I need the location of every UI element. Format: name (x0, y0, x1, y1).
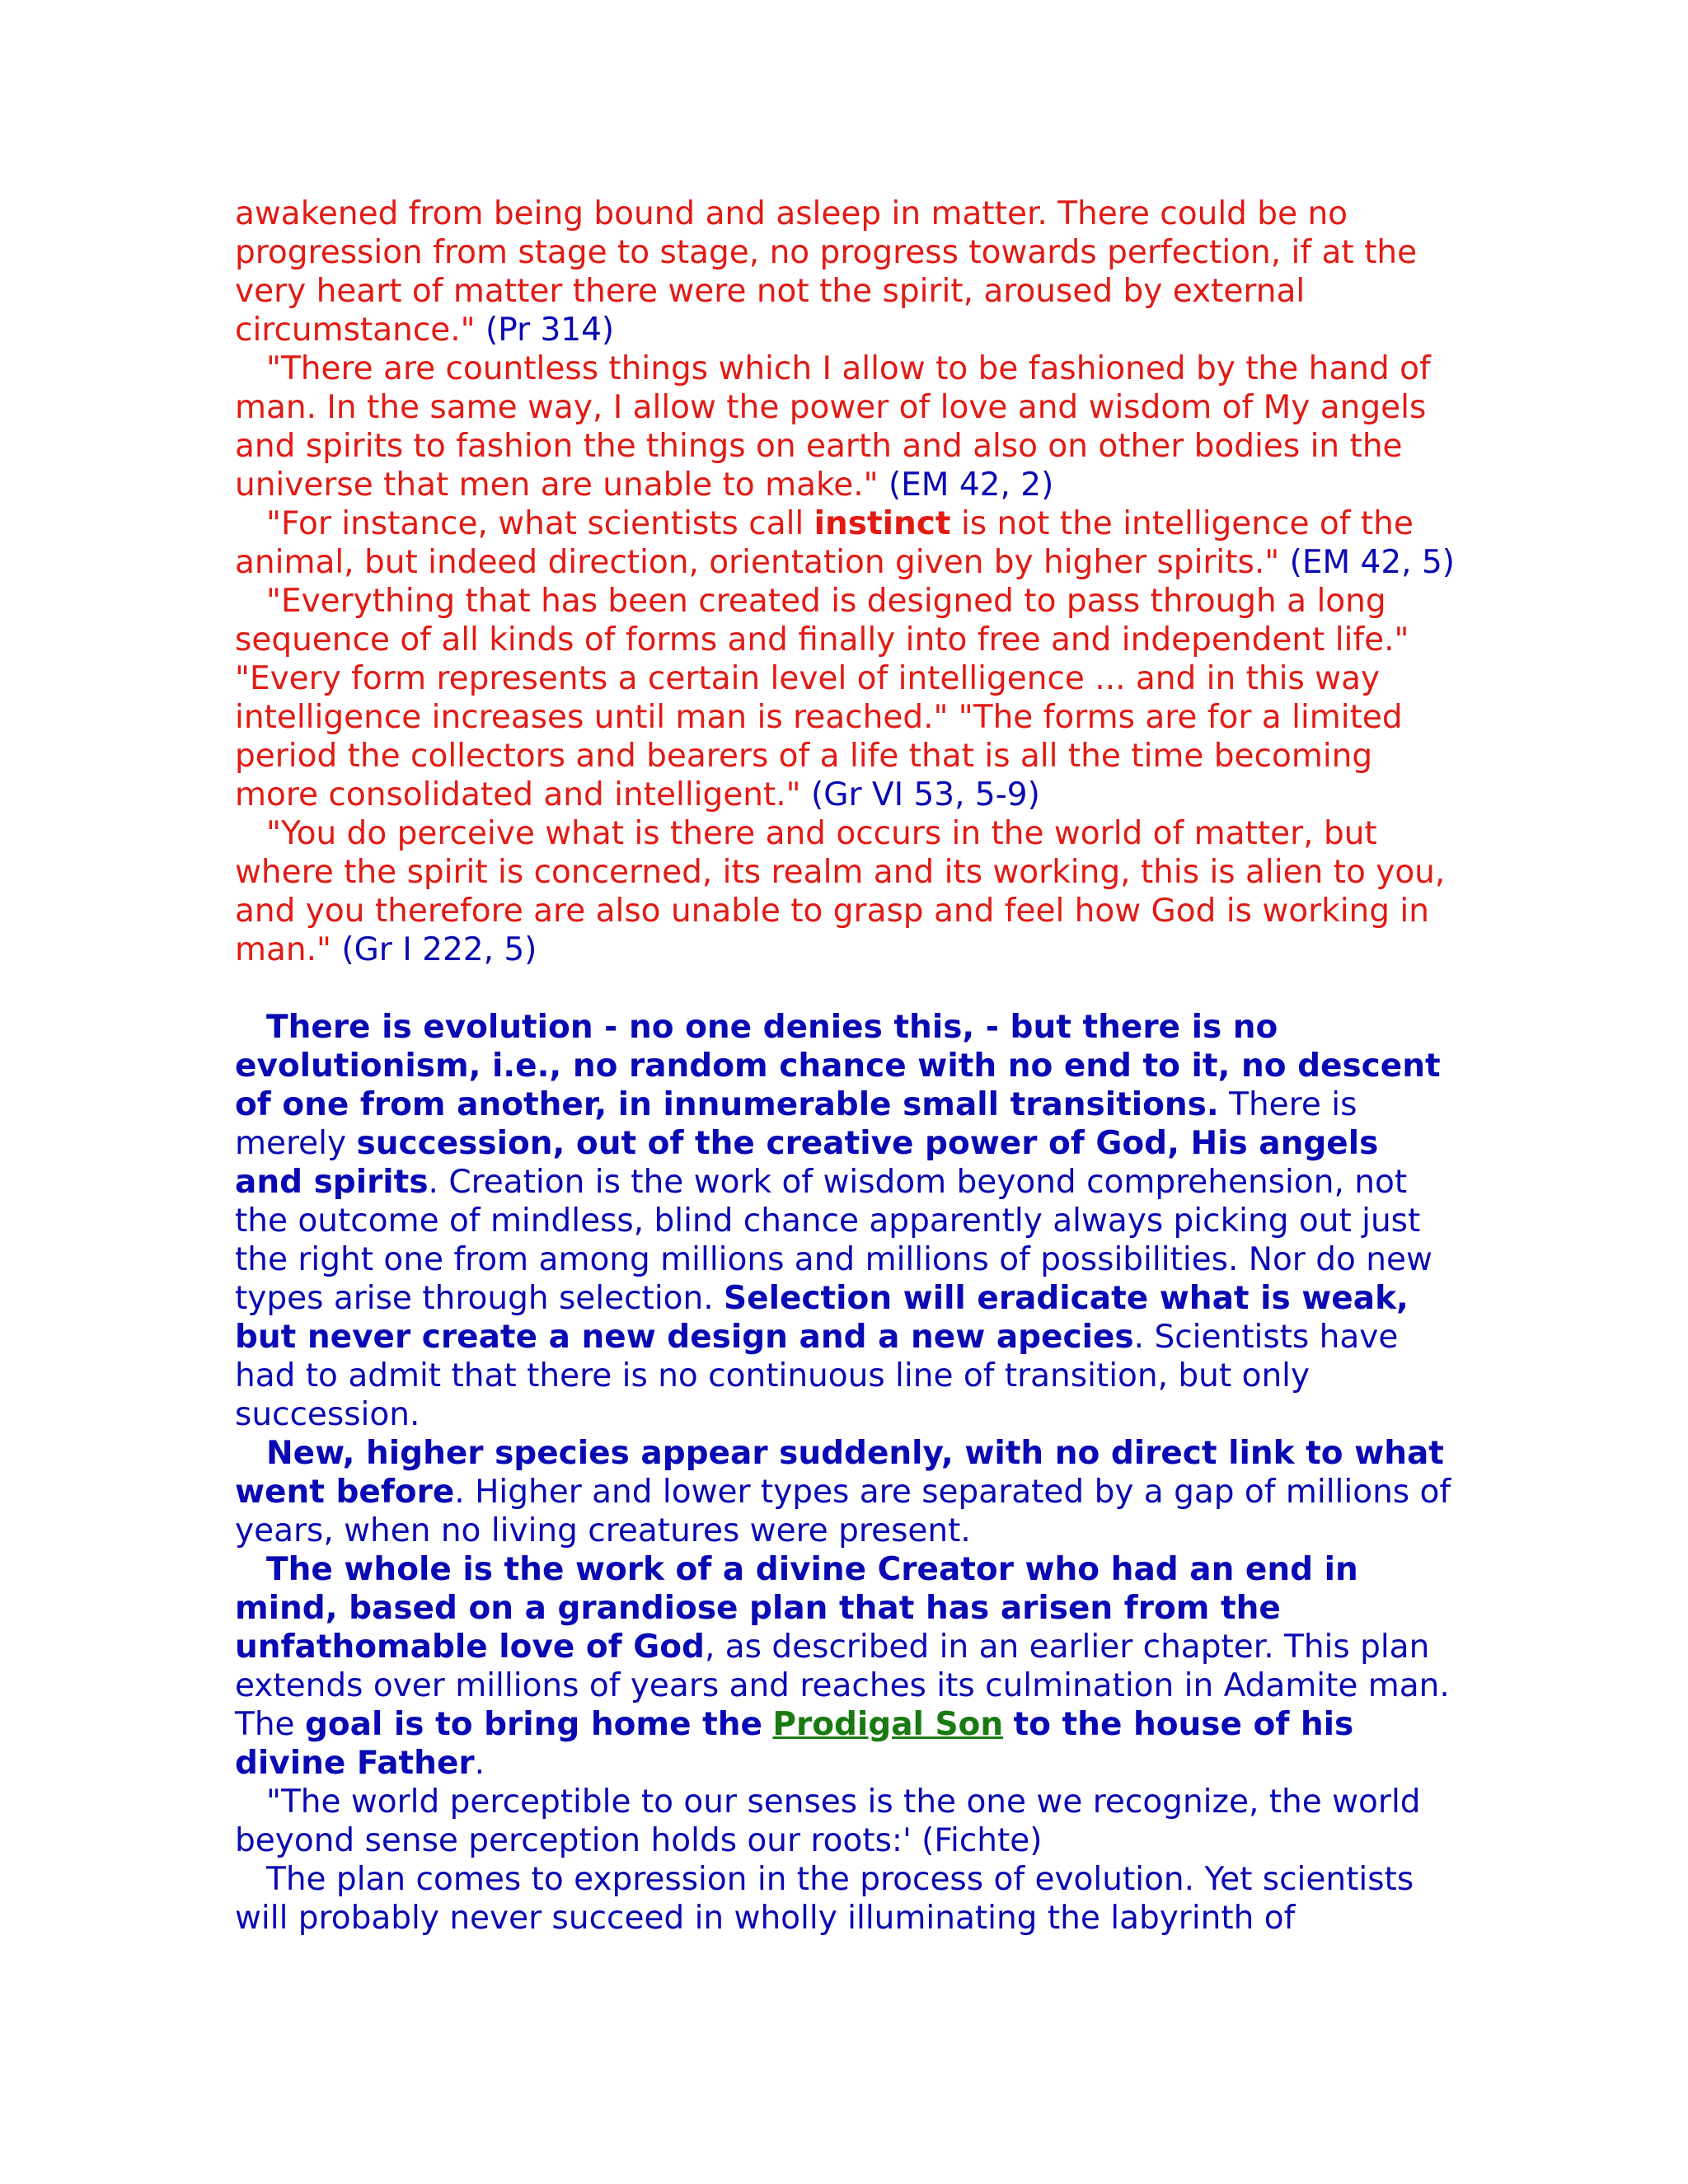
quote-paragraph-em-42-5 (235, 504, 1455, 582)
emphasis-text: There is evolution - no one denies this, - but there is no evolutionism, i.e., no random chance with no end to it, no descent of one from another, in innumerable small transitions. (235, 1009, 1441, 1123)
quote-paragraph-em-42-2 (235, 349, 1455, 504)
quote-text: is not the intelligence of the animal, but indeed direction, orientation given by higher spirits." (235, 505, 1414, 581)
quote-reference: (EM 42, 5) (1289, 544, 1455, 581)
quote-text: awakened from being bound and asleep in matter. There could be no progression from stage to stage, no progress towards perfection, if at the very heart of matter there were not the spirit, aroused by external circumstance." (235, 195, 1418, 349)
emphasis-text: New, higher species appear suddenly, with no direct link to what went before (235, 1435, 1444, 1511)
body-paragraph-plan-expression (235, 1860, 1455, 1938)
quote-reference: (Pr 314) (485, 312, 615, 349)
body-paragraph-divine-creator (235, 1550, 1455, 1783)
quote-text: "There are countless things which I allow to be fashioned by the hand of man. In the same way, I allow the power of love and wisdom of My angels and spirits to fashion the things on earth and also on other bodies in the universe that men are unable to make." (235, 350, 1431, 504)
emphasis-text: goal is to bring home the (304, 1706, 762, 1743)
emphasis-text: Selection will eradicate what is weak, but never create a new design and a new apecies (235, 1280, 1409, 1356)
body-text: . Scientists have had to admit that there is no continuous line of transition, but only succession. (235, 1319, 1399, 1433)
emphasis-text: to the house of his divine Father (235, 1706, 1354, 1782)
body-text: "The world perceptible to our senses is the one we recognize, the world beyond sense perception holds our roots:' (Fichte) (235, 1783, 1421, 1859)
quote-reference: (Gr I 222, 5) (341, 931, 537, 968)
body-text: . Higher and lower types are separated by a gap of millions of years, when no living creatures were present. (235, 1474, 1451, 1549)
quote-paragraph-pr-314 (235, 194, 1455, 349)
emphasis-text: The whole is the work of a divine Creator who had an end in mind, based on a grandiose plan that has arisen from the unfathomable love of God (235, 1551, 1358, 1666)
quote-paragraph-gr-vi-53 (235, 582, 1455, 814)
document-body (235, 194, 1455, 1938)
quote-text: "Everything that has been created is designed to pass through a long sequence of all kinds of forms and finally into free and independent life." "Every form represents a certain level of intelligence ... and in this way intelligence increases until man is reached." "The forms are for a limited period the collectors and bearers of a life that is all the time becoming more consolidated and intelligent." (235, 583, 1409, 813)
body-paragraph-fichte-quote (235, 1783, 1455, 1860)
quote-text: "You do perceive what is there and occurs in the world of matter, but where the spirit is concerned, its realm and its working, this is alien to you, and you therefore are also unable to grasp and feel how God is working in man." (235, 815, 1446, 968)
body-paragraph-new-species (235, 1434, 1455, 1550)
body-text: , as described in an earlier chapter. This plan extends over millions of years and reaches its culmination in Adamite man. The (235, 1629, 1450, 1743)
body-text: . (474, 1745, 485, 1782)
quote-paragraph-gr-i-222 (235, 814, 1455, 969)
body-text: . Creation is the work of wisdom beyond comprehension, not the outcome of mindless, blind chance apparently always picking out just the right one from among millions and millions of possibilities. Nor do new types arise through selection. (235, 1164, 1432, 1317)
quote-emphasis: instinct (814, 505, 951, 542)
quote-reference: (EM 42, 2) (888, 466, 1054, 504)
quote-reference: (Gr VI 53, 5-9) (811, 776, 1040, 813)
body-text: There is merely (235, 1086, 1357, 1162)
body-paragraph-evolution (235, 1008, 1455, 1434)
prodigal-son-link[interactable]: Prodigal Son (772, 1706, 1004, 1743)
body-text: The plan comes to expression in the process of evolution. Yet scientists will probably never succeed in wholly illuminating the labyrinth of (235, 1861, 1414, 1937)
quote-text: "For instance, what scientists call (266, 505, 804, 542)
emphasis-text: succession, out of the creative power of God, His angels and spirits (235, 1125, 1379, 1201)
